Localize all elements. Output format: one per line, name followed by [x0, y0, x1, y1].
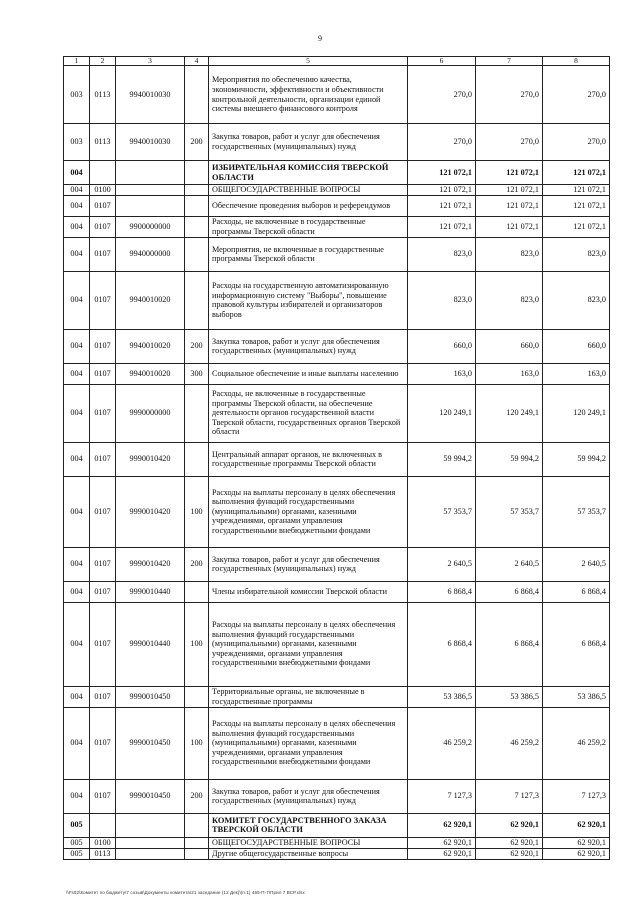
table-row [64, 707, 610, 779]
section-code-cell [90, 813, 116, 837]
expense-type-cell [185, 581, 209, 602]
section-code-cell: 0107 [90, 707, 116, 779]
table-row [64, 547, 610, 581]
admin-code-cell: 005 [64, 837, 90, 848]
table-row [64, 602, 610, 686]
amount-year1-cell: 823,0 [408, 271, 476, 329]
table-row [64, 329, 610, 363]
table-row [64, 66, 610, 124]
amount-year2-cell: 57 353,7 [476, 476, 543, 547]
expense-type-cell [185, 813, 209, 837]
table-row [64, 216, 610, 237]
amount-year3-cell: 163,0 [543, 363, 610, 384]
target-article-cell: 9940010020 [116, 329, 185, 363]
description-cell: Расходы, не включенные в государственные программы Тверской области, на обеспечение деятельности органов государственной власти Тверской области, государственных органов Тверской области [209, 384, 408, 442]
amount-year2-cell: 270,0 [476, 124, 543, 161]
target-article-cell: 9990010420 [116, 476, 185, 547]
amount-year2-cell: 823,0 [476, 271, 543, 329]
section-code-cell: 0113 [90, 66, 116, 124]
table-row [64, 161, 610, 185]
amount-year1-cell: 121 072,1 [408, 161, 476, 185]
table-row [64, 195, 610, 216]
amount-year3-cell: 6 868,4 [543, 602, 610, 686]
amount-year1-cell: 163,0 [408, 363, 476, 384]
amount-year3-cell: 121 072,1 [543, 216, 610, 237]
column-number-row [64, 57, 610, 66]
target-article-cell [116, 195, 185, 216]
amount-year3-cell: 62 920,1 [543, 813, 610, 837]
admin-code-cell: 005 [64, 813, 90, 837]
description-cell: Закупка товаров, работ и услуг для обеспечения государственных (муниципальных) нужд [209, 124, 408, 161]
table-row [64, 384, 610, 442]
amount-year2-cell: 270,0 [476, 66, 543, 124]
section-code-cell: 0107 [90, 476, 116, 547]
column-number: 4 [185, 57, 209, 66]
section-code-cell: 0107 [90, 442, 116, 476]
amount-year2-cell: 2 640,5 [476, 547, 543, 581]
admin-code-cell: 004 [64, 707, 90, 779]
target-article-cell [116, 813, 185, 837]
amount-year2-cell: 660,0 [476, 329, 543, 363]
amount-year3-cell: 57 353,7 [543, 476, 610, 547]
amount-year3-cell: 121 072,1 [543, 185, 610, 196]
file-path-footer: \\Fs02\Комитет по бюджету\7 созыв\Документы комитета\21 заседание (12 Дек)\(п.1) 465-П-7\Прил 7 ВСР.xlsx [66, 890, 305, 895]
description-cell: Территориальные органы, не включенные в государственные программы [209, 686, 408, 707]
target-article-cell [116, 161, 185, 185]
target-article-cell: 9990010420 [116, 547, 185, 581]
amount-year3-cell: 59 994,2 [543, 442, 610, 476]
amount-year3-cell: 660,0 [543, 329, 610, 363]
target-article-cell [116, 837, 185, 848]
amount-year1-cell: 660,0 [408, 329, 476, 363]
amount-year1-cell: 62 920,1 [408, 848, 476, 859]
amount-year3-cell: 46 259,2 [543, 707, 610, 779]
target-article-cell [116, 848, 185, 859]
description-cell: Закупка товаров, работ и услуг для обеспечения государственных (муниципальных) нужд [209, 329, 408, 363]
expense-type-cell [185, 66, 209, 124]
target-article-cell: 9940010030 [116, 66, 185, 124]
amount-year2-cell: 6 868,4 [476, 581, 543, 602]
admin-code-cell: 004 [64, 547, 90, 581]
admin-code-cell: 004 [64, 442, 90, 476]
section-code-cell: 0107 [90, 686, 116, 707]
expense-type-cell [185, 442, 209, 476]
amount-year1-cell: 59 994,2 [408, 442, 476, 476]
column-number: 2 [90, 57, 116, 66]
amount-year1-cell: 6 868,4 [408, 581, 476, 602]
expense-type-cell [185, 384, 209, 442]
amount-year2-cell: 121 072,1 [476, 161, 543, 185]
admin-code-cell: 004 [64, 329, 90, 363]
amount-year1-cell: 823,0 [408, 237, 476, 271]
table-row [64, 686, 610, 707]
section-code-cell: 0107 [90, 329, 116, 363]
target-article-cell: 9990010440 [116, 581, 185, 602]
column-number: 5 [209, 57, 408, 66]
page-number: 9 [318, 34, 322, 43]
amount-year2-cell: 62 920,1 [476, 813, 543, 837]
section-code-cell: 0107 [90, 779, 116, 813]
description-cell: Закупка товаров, работ и услуг для обеспечения государственных (муниципальных) нужд [209, 547, 408, 581]
amount-year1-cell: 121 072,1 [408, 195, 476, 216]
amount-year1-cell: 121 072,1 [408, 185, 476, 196]
amount-year3-cell: 62 920,1 [543, 837, 610, 848]
description-cell: Другие общегосударственные вопросы [209, 848, 408, 859]
section-code-cell: 0107 [90, 216, 116, 237]
description-cell: ИЗБИРАТЕЛЬНАЯ КОМИССИЯ ТВЕРСКОЙ ОБЛАСТИ [209, 161, 408, 185]
expense-type-cell: 200 [185, 547, 209, 581]
amount-year1-cell: 62 920,1 [408, 813, 476, 837]
amount-year2-cell: 62 920,1 [476, 848, 543, 859]
amount-year2-cell: 163,0 [476, 363, 543, 384]
target-article-cell: 9990010450 [116, 779, 185, 813]
amount-year1-cell: 6 868,4 [408, 602, 476, 686]
amount-year3-cell: 62 920,1 [543, 848, 610, 859]
column-number: 3 [116, 57, 185, 66]
amount-year3-cell: 823,0 [543, 237, 610, 271]
section-code-cell [90, 161, 116, 185]
amount-year3-cell: 53 386,5 [543, 686, 610, 707]
target-article-cell: 9940010020 [116, 363, 185, 384]
amount-year2-cell: 823,0 [476, 237, 543, 271]
amount-year3-cell: 6 868,4 [543, 581, 610, 602]
expense-type-cell [185, 216, 209, 237]
amount-year3-cell: 270,0 [543, 66, 610, 124]
table-row [64, 237, 610, 271]
description-cell: Расходы на выплаты персоналу в целях обеспечения выполнения функций государственными (муниципальными) органами, казенными учреждениями, органами управления государственными внебюджетными фондами [209, 707, 408, 779]
amount-year2-cell: 46 259,2 [476, 707, 543, 779]
amount-year2-cell: 121 072,1 [476, 185, 543, 196]
target-article-cell: 9940000000 [116, 237, 185, 271]
target-article-cell: 9990000000 [116, 384, 185, 442]
section-code-cell: 0107 [90, 237, 116, 271]
amount-year1-cell: 120 249,1 [408, 384, 476, 442]
description-cell: Центральный аппарат органов, не включенных в государственные программы Тверской области [209, 442, 408, 476]
target-article-cell: 9940010020 [116, 271, 185, 329]
column-number: 8 [543, 57, 610, 66]
table-row [64, 779, 610, 813]
amount-year3-cell: 120 249,1 [543, 384, 610, 442]
table-row [64, 185, 610, 196]
section-code-cell: 0107 [90, 547, 116, 581]
admin-code-cell: 003 [64, 124, 90, 161]
section-code-cell: 0100 [90, 837, 116, 848]
admin-code-cell: 004 [64, 237, 90, 271]
amount-year1-cell: 7 127,3 [408, 779, 476, 813]
expense-type-cell: 100 [185, 707, 209, 779]
section-code-cell: 0107 [90, 271, 116, 329]
admin-code-cell: 004 [64, 161, 90, 185]
admin-code-cell: 004 [64, 271, 90, 329]
expense-type-cell: 100 [185, 476, 209, 547]
admin-code-cell: 004 [64, 779, 90, 813]
table-row [64, 476, 610, 547]
amount-year2-cell: 59 994,2 [476, 442, 543, 476]
amount-year2-cell: 6 868,4 [476, 602, 543, 686]
column-number: 1 [64, 57, 90, 66]
description-cell: Члены избирательной комиссии Тверской области [209, 581, 408, 602]
admin-code-cell: 003 [64, 66, 90, 124]
expense-type-cell [185, 686, 209, 707]
amount-year1-cell: 53 386,5 [408, 686, 476, 707]
amount-year2-cell: 121 072,1 [476, 216, 543, 237]
target-article-cell [116, 185, 185, 196]
table-row [64, 837, 610, 848]
section-code-cell: 0100 [90, 185, 116, 196]
description-cell: КОМИТЕТ ГОСУДАРСТВЕННОГО ЗАКАЗА ТВЕРСКОЙ ОБЛАСТИ [209, 813, 408, 837]
amount-year3-cell: 823,0 [543, 271, 610, 329]
section-code-cell: 0107 [90, 384, 116, 442]
amount-year2-cell: 62 920,1 [476, 837, 543, 848]
description-cell: Обеспечение проведения выборов и референдумов [209, 195, 408, 216]
table-body [64, 66, 610, 860]
table-row [64, 848, 610, 859]
admin-code-cell: 004 [64, 686, 90, 707]
admin-code-cell: 004 [64, 384, 90, 442]
target-article-cell: 9940010030 [116, 124, 185, 161]
column-number: 7 [476, 57, 543, 66]
expense-type-cell [185, 185, 209, 196]
description-cell: Расходы на государственную автоматизированную информационную систему "Выборы", повышение правовой культуры избирателей и организаторов выборов [209, 271, 408, 329]
section-code-cell: 0107 [90, 581, 116, 602]
admin-code-cell: 004 [64, 602, 90, 686]
admin-code-cell: 004 [64, 581, 90, 602]
admin-code-cell: 004 [64, 363, 90, 384]
expense-type-cell [185, 237, 209, 271]
admin-code-cell: 004 [64, 195, 90, 216]
section-code-cell: 0113 [90, 124, 116, 161]
expense-type-cell: 200 [185, 779, 209, 813]
amount-year3-cell: 121 072,1 [543, 195, 610, 216]
target-article-cell: 9900000000 [116, 216, 185, 237]
amount-year3-cell: 270,0 [543, 124, 610, 161]
section-code-cell: 0107 [90, 602, 116, 686]
amount-year3-cell: 121 072,1 [543, 161, 610, 185]
amount-year1-cell: 46 259,2 [408, 707, 476, 779]
expense-type-cell [185, 848, 209, 859]
description-cell: Расходы на выплаты персоналу в целях обеспечения выполнения функций государственными (муниципальными) органами, казенными учреждениями, органами управления государственными внебюджетными фондами [209, 602, 408, 686]
budget-table [63, 56, 610, 860]
table-row [64, 442, 610, 476]
amount-year1-cell: 270,0 [408, 124, 476, 161]
target-article-cell: 9990010420 [116, 442, 185, 476]
amount-year1-cell: 2 640,5 [408, 547, 476, 581]
amount-year1-cell: 121 072,1 [408, 216, 476, 237]
section-code-cell: 0107 [90, 195, 116, 216]
section-code-cell: 0107 [90, 363, 116, 384]
admin-code-cell: 004 [64, 216, 90, 237]
amount-year2-cell: 120 249,1 [476, 384, 543, 442]
column-number: 6 [408, 57, 476, 66]
target-article-cell: 9990010440 [116, 602, 185, 686]
section-code-cell: 0113 [90, 848, 116, 859]
admin-code-cell: 004 [64, 185, 90, 196]
amount-year2-cell: 53 386,5 [476, 686, 543, 707]
expense-type-cell: 300 [185, 363, 209, 384]
description-cell: Расходы на выплаты персоналу в целях обеспечения выполнения функций государственными (муниципальными) органами, казенными учреждениями, органами управления государственными внебюджетными фондами [209, 476, 408, 547]
expense-type-cell [185, 271, 209, 329]
target-article-cell: 9990010450 [116, 707, 185, 779]
table-row [64, 363, 610, 384]
description-cell: Социальное обеспечение и иные выплаты населению [209, 363, 408, 384]
expense-type-cell: 200 [185, 329, 209, 363]
admin-code-cell: 005 [64, 848, 90, 859]
amount-year3-cell: 7 127,3 [543, 779, 610, 813]
amount-year1-cell: 62 920,1 [408, 837, 476, 848]
expense-type-cell: 100 [185, 602, 209, 686]
description-cell: Мероприятия по обеспечению качества, экономичности, эффективности и объективности контрольной деятельности, организации единой системы внешнего финансового контроля [209, 66, 408, 124]
amount-year1-cell: 57 353,7 [408, 476, 476, 547]
amount-year1-cell: 270,0 [408, 66, 476, 124]
expense-type-cell: 200 [185, 124, 209, 161]
description-cell: ОБЩЕГОСУДАРСТВЕННЫЕ ВОПРОСЫ [209, 837, 408, 848]
amount-year3-cell: 2 640,5 [543, 547, 610, 581]
table-row [64, 581, 610, 602]
table-row [64, 124, 610, 161]
table-row [64, 813, 610, 837]
description-cell: Закупка товаров, работ и услуг для обеспечения государственных (муниципальных) нужд [209, 779, 408, 813]
amount-year2-cell: 7 127,3 [476, 779, 543, 813]
description-cell: Расходы, не включенные в государственные программы Тверской области [209, 216, 408, 237]
expense-type-cell [185, 195, 209, 216]
target-article-cell: 9990010450 [116, 686, 185, 707]
description-cell: Мероприятия, не включенные в государственные программы Тверской области [209, 237, 408, 271]
table-row [64, 271, 610, 329]
amount-year2-cell: 121 072,1 [476, 195, 543, 216]
description-cell: ОБЩЕГОСУДАРСТВЕННЫЕ ВОПРОСЫ [209, 185, 408, 196]
admin-code-cell: 004 [64, 476, 90, 547]
expense-type-cell [185, 161, 209, 185]
expense-type-cell [185, 837, 209, 848]
